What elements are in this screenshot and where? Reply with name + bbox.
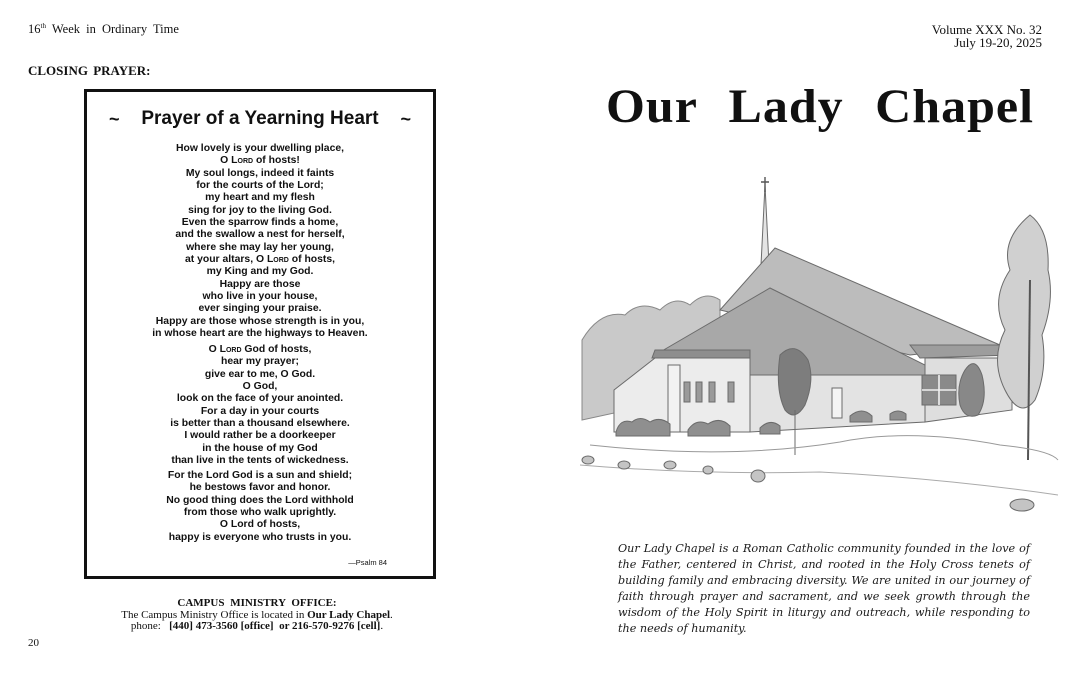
prayer-line: hear my prayer; — [221, 356, 299, 368]
rock — [582, 456, 594, 464]
volume-number: Volume XXX No. 32 — [931, 22, 1042, 37]
right-wing-roof — [910, 345, 1012, 358]
window — [696, 382, 702, 402]
driveway — [590, 436, 1058, 460]
prayer-line: Happy are those whose strength is in you, — [155, 315, 365, 327]
column — [668, 365, 680, 432]
prayer-line: is better than a thousand elsewhere. — [170, 418, 350, 430]
campus-ministry-phone — [84, 621, 430, 633]
section-label: CLOSING PRAYER: — [28, 63, 151, 78]
week-heading — [28, 22, 179, 37]
window — [684, 382, 690, 402]
prayer-line: he bestows favor and honor. — [189, 482, 331, 494]
prayer-line: How lovely is your dwelling place, — [175, 143, 345, 154]
location-name: Our Lady Chapel — [307, 608, 391, 621]
prayer-line: for the courts of the Lord; — [196, 180, 324, 192]
window — [728, 382, 734, 402]
prayer-line: My soul longs, indeed it faints — [185, 167, 335, 179]
masthead-title: Our Lady Chapel — [606, 79, 1034, 133]
prayer-line: in the house of my God — [202, 442, 318, 454]
prayer-line: Happy are those — [219, 278, 301, 290]
prayer-line: give ear to me, O God. — [204, 368, 316, 380]
prayer-line: than live in the tents of wickedness. — [171, 455, 349, 467]
prayer-line: my King and my God. — [206, 266, 314, 278]
prayer-line: and the swallow a nest for herself, — [175, 229, 345, 241]
issue-info — [932, 23, 1042, 49]
prayer-stanza-3 — [87, 470, 433, 544]
prayer-line: in whose heart are the highways to Heaven. — [152, 328, 368, 340]
tall-tree — [998, 215, 1051, 408]
prayer-line: I would rather be a doorkeeper — [184, 430, 336, 442]
rock — [1010, 499, 1034, 511]
location-end: . — [390, 608, 393, 621]
phone-label: phone: — [130, 620, 170, 632]
rock — [664, 461, 676, 469]
prayer-stanza-2 — [87, 344, 433, 467]
prayer-line: my heart and my flesh — [205, 192, 315, 204]
chapel-drawing — [580, 160, 1060, 528]
prayer-line: ever singing your praise. — [198, 303, 322, 315]
prayer-line: For a day in your courts — [200, 405, 320, 417]
phone-numbers: [440] 473-3560 [office] or 216-570-9276 [cell] — [169, 620, 381, 632]
rock — [618, 461, 630, 469]
week-number: 16 — [28, 22, 41, 37]
prayer-line: look on the face of your anointed. — [176, 393, 344, 405]
prayer-line: from those who walk uprightly. — [183, 507, 337, 519]
spire-cross — [761, 177, 769, 192]
prayer-line: O Lord God of hosts, — [208, 344, 312, 355]
prayer-line: O Lord of hosts, — [219, 519, 301, 531]
campus-ministry-block — [84, 598, 430, 633]
prayer-box — [84, 89, 436, 579]
rock — [751, 470, 765, 482]
left-wing-roof — [652, 350, 750, 358]
prayer-line: For the Lord God is a sun and shield; — [167, 470, 353, 481]
prayer-title: Prayer of a Yearning Heart — [141, 108, 379, 129]
prayer-line: at your altars, O Lord of hosts, — [184, 254, 336, 266]
page-number: 20 — [28, 637, 39, 649]
lawn-edge — [580, 465, 1058, 495]
title-ornament-left: ~ — [109, 108, 120, 129]
prayer-line: No good thing does the Lord withhold — [166, 494, 354, 506]
prayer-line: Even the sparrow finds a home, — [181, 217, 339, 229]
title-ornament-right: ~ — [400, 108, 411, 129]
prayer-title-row — [87, 108, 433, 130]
week-suffix: th — [40, 22, 46, 30]
prayer-line: O Lord of hosts! — [220, 155, 300, 167]
campus-ministry-title: CAMPUS MINISTRY OFFICE: — [177, 597, 337, 609]
rock — [703, 466, 713, 474]
phone-end: . — [380, 620, 384, 632]
prayer-citation: —Psalm 84 — [348, 558, 387, 567]
prayer-line: sing for joy to the living God. — [188, 204, 332, 216]
prayer-line: O God, — [242, 381, 278, 393]
mission-statement: Our Lady Chapel is a Roman Catholic community founded in the love of the Father, centered in Christ, and rooted in the Holy Cross tenets of building family and embracing diversity. We are united in our journey of faith through prayer and sacrament, and we seek growth through the wisdom of the Holy Spirit in liturgy and outreach, while responding to the needs of humanity. — [618, 542, 1030, 635]
prayer-line: where she may lay her young, — [186, 241, 334, 253]
door — [832, 388, 842, 418]
prayer-line: who live in your house, — [202, 291, 318, 303]
week-text: Week in Ordinary Time — [45, 22, 179, 37]
location-text: The Campus Ministry Office is located in — [121, 608, 308, 621]
prayer-line: happy is everyone who trusts in you. — [168, 531, 352, 543]
window — [709, 382, 715, 402]
prayer-stanza-1 — [87, 143, 433, 341]
issue-date: July 19-20, 2025 — [954, 35, 1042, 50]
